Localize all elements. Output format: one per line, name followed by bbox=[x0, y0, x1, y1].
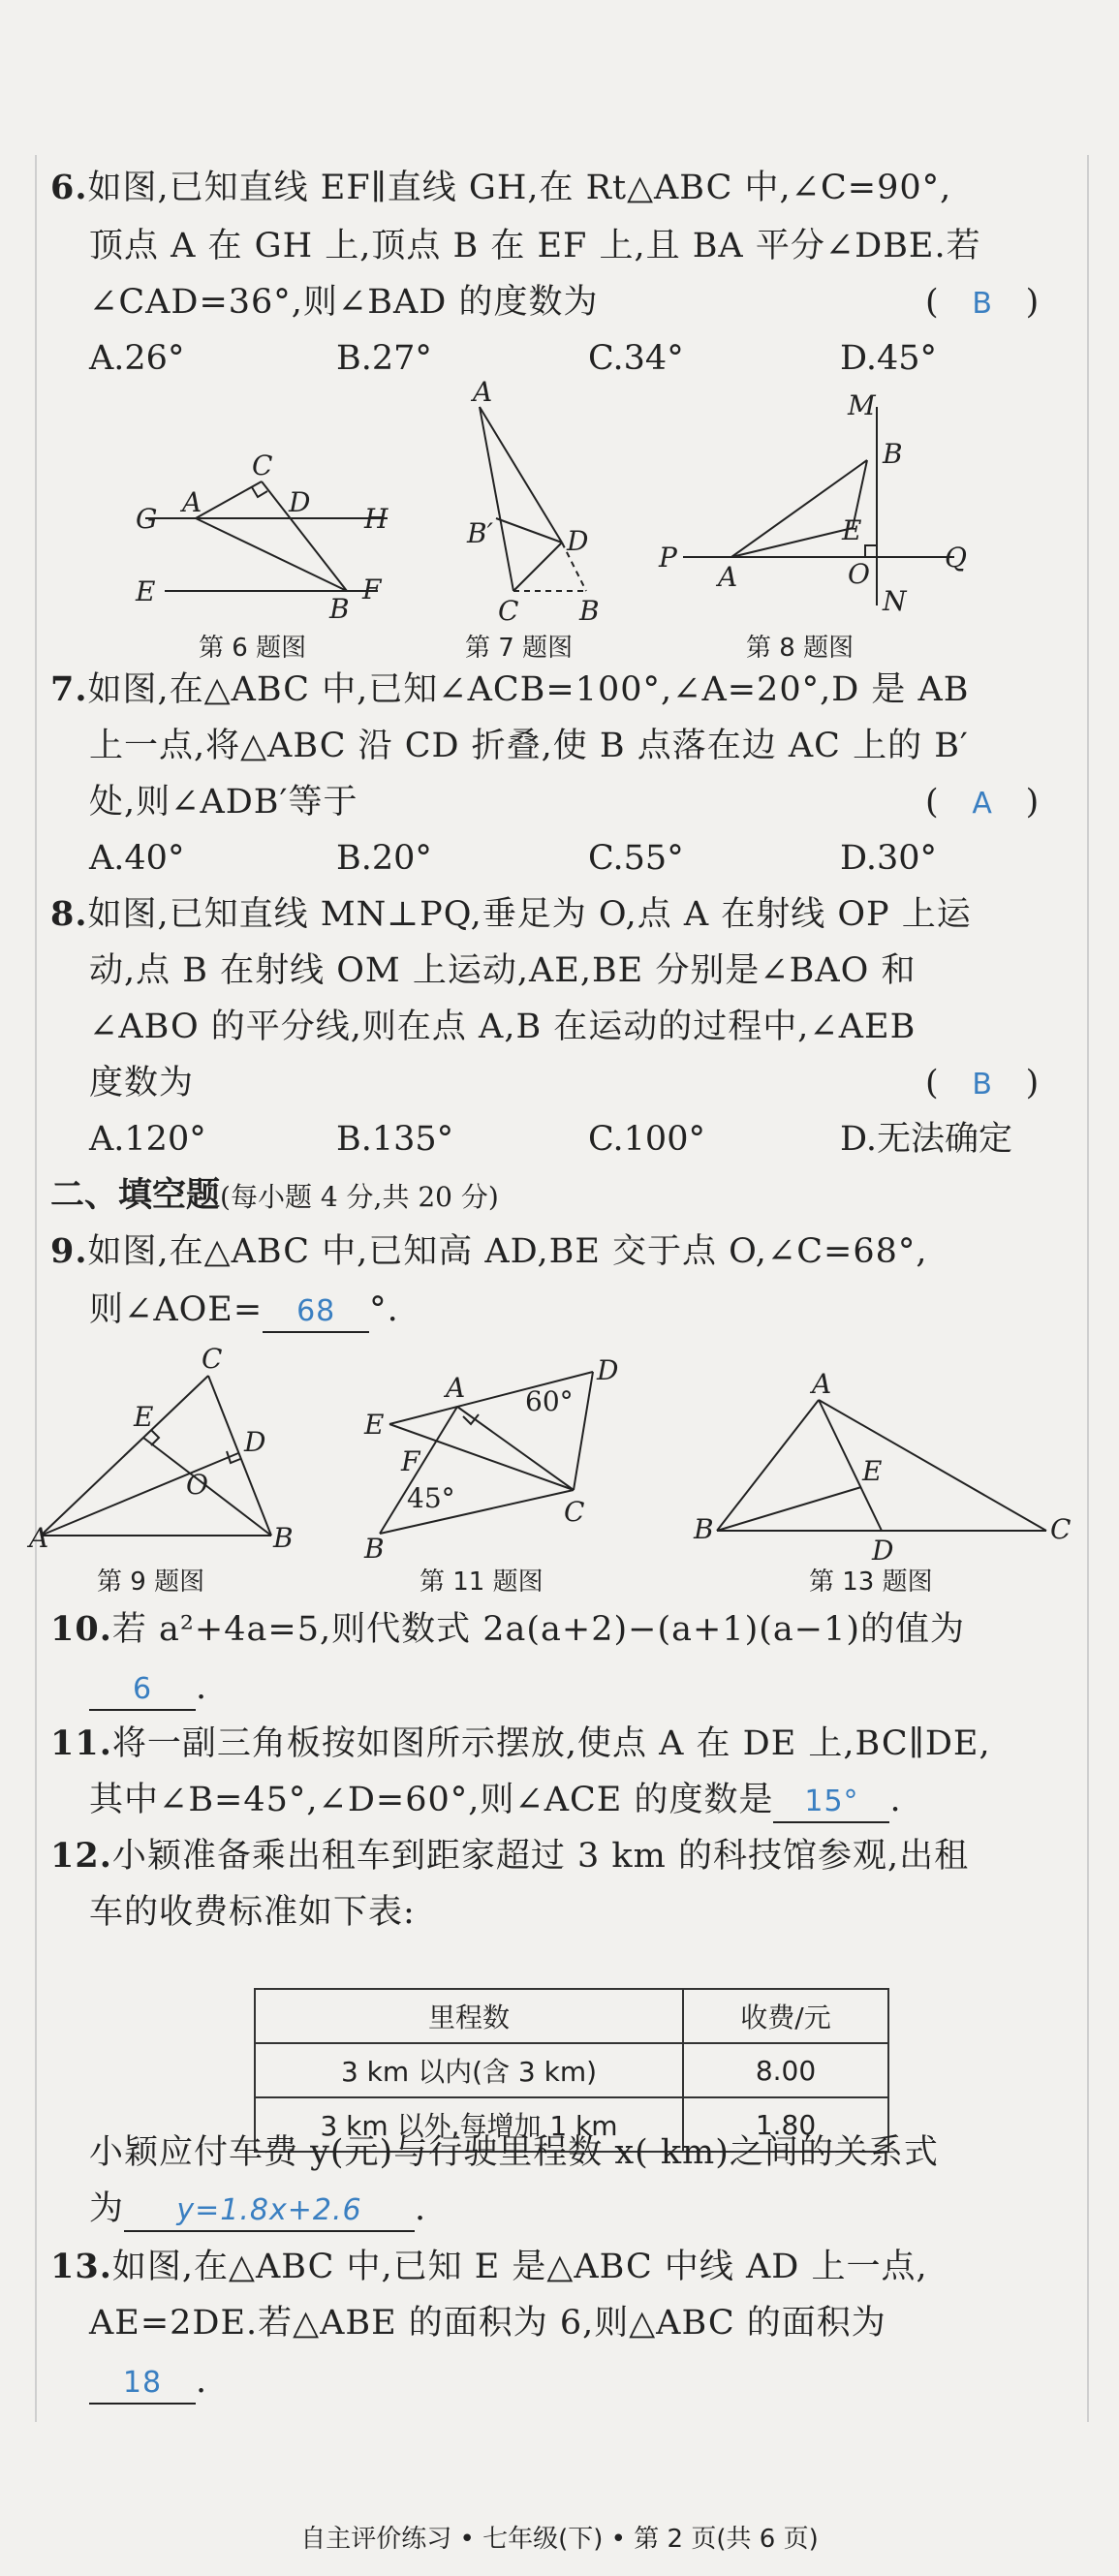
q8-answer-bracket: ( B ) bbox=[925, 1062, 1039, 1106]
q8-number: 8. bbox=[50, 894, 88, 934]
fig7-label-d: D bbox=[567, 525, 589, 557]
q12-line4 bbox=[89, 2188, 426, 2232]
fare-table-cell: 8.00 bbox=[683, 2043, 888, 2097]
q13-number: 13. bbox=[50, 2247, 112, 2286]
q11-text-end: . bbox=[889, 1781, 902, 1819]
q12-line2: 车的收费标准如下表: bbox=[89, 1893, 416, 1932]
fig13-label-e: E bbox=[862, 1455, 883, 1487]
q7-text1: 如图,在△ABC 中,已知∠ACB=100°,∠A=20°,D 是 AB bbox=[87, 670, 970, 709]
fig7-label-c: C bbox=[498, 595, 519, 627]
q10-text-end: . bbox=[196, 1668, 208, 1707]
q12-answer: y=1.8x+2.6 bbox=[124, 2191, 415, 2232]
q13-text-end: . bbox=[196, 2362, 208, 2401]
q9-text2: 则∠AOE= bbox=[89, 1290, 264, 1329]
fare-table-cell: 3 km 以内(含 3 km) bbox=[255, 2043, 683, 2097]
q8-line1 bbox=[50, 893, 972, 936]
fig11-caption: 第 11 题图 bbox=[420, 1567, 544, 1597]
fig7-segment-cd bbox=[513, 543, 562, 591]
q8-option-a: A.120° bbox=[89, 1120, 206, 1159]
figure-8 bbox=[654, 388, 983, 625]
q8-option-c: C.100° bbox=[588, 1120, 705, 1159]
q7-number: 7. bbox=[50, 669, 88, 709]
q6-line1 bbox=[50, 167, 951, 209]
fig6-label-d: D bbox=[289, 486, 311, 518]
q13-line2: AE=2DE.若△ABE 的面积为 6,则△ABC 的面积为 bbox=[89, 2304, 886, 2343]
fig8-label-o: O bbox=[848, 558, 870, 590]
q11-number: 11. bbox=[50, 1723, 112, 1763]
q11-text1: 将一副三角板按如图所示摆放,使点 A 在 DE 上,BC∥DE, bbox=[111, 1724, 991, 1763]
fare-table-cell: 3 km 以外,每增加 1 km bbox=[255, 2097, 683, 2152]
q12-text1: 小颖准备乘出租车到距家超过 3 km 的科技馆参观,出租 bbox=[111, 1837, 970, 1876]
q7-line1 bbox=[50, 668, 970, 711]
fig6-side-ac bbox=[196, 481, 262, 518]
q13-answer: 18 bbox=[89, 2364, 196, 2405]
q9-answer: 68 bbox=[263, 1292, 369, 1333]
q12-line1 bbox=[50, 1835, 969, 1878]
fare-table-header-distance: 里程数 bbox=[255, 1989, 683, 2043]
q9-number: 9. bbox=[50, 1231, 88, 1271]
fig9-label-a: A bbox=[29, 1522, 49, 1554]
figure-6 bbox=[126, 436, 407, 625]
q6-option-a: A.26° bbox=[89, 339, 185, 378]
q10-answer: 6 bbox=[89, 1670, 196, 1711]
fig8-label-m: M bbox=[848, 389, 876, 421]
fig13-label-d: D bbox=[872, 1535, 894, 1567]
fig13-side-ab bbox=[717, 1400, 819, 1531]
fig7-label-b: B bbox=[579, 595, 600, 627]
q11-text2: 其中∠B=45°,∠D=60°,则∠ACE 的度数是 bbox=[89, 1781, 774, 1819]
q6-number: 6. bbox=[50, 168, 88, 207]
q9-text2-end: °. bbox=[369, 1290, 399, 1329]
fig6-label-e: E bbox=[136, 575, 156, 607]
q6-option-c: C.34° bbox=[588, 339, 684, 378]
q6-line2: 顶点 A 在 GH 上,顶点 B 在 EF 上,且 BA 平分∠DBE.若 bbox=[89, 227, 981, 265]
fig8-right-angle bbox=[865, 545, 877, 557]
left-margin-line bbox=[35, 155, 37, 2422]
q8-text1: 如图,已知直线 MN⊥PQ,垂足为 O,点 A 在射线 OP 上运 bbox=[87, 895, 972, 934]
fig7-label-b-prime: B′ bbox=[467, 517, 493, 549]
q7-option-c: C.55° bbox=[588, 839, 684, 878]
fig7-caption: 第 7 题图 bbox=[465, 634, 574, 663]
fig13-caption: 第 13 题图 bbox=[809, 1567, 933, 1597]
fig6-right-angle bbox=[252, 487, 267, 497]
fig8-label-e: E bbox=[842, 514, 862, 546]
fig6-label-b: B bbox=[329, 593, 350, 625]
q10-line2 bbox=[89, 1666, 207, 1711]
fig8-label-n: N bbox=[883, 585, 907, 617]
q8-option-b: B.135° bbox=[336, 1120, 454, 1159]
fig11-label-c: C bbox=[564, 1496, 585, 1528]
q7-option-a: A.40° bbox=[89, 839, 185, 878]
figure-11 bbox=[360, 1354, 622, 1565]
q12-number: 12. bbox=[50, 1836, 112, 1876]
q6-answer-bracket: ( B ) bbox=[925, 281, 1039, 326]
q11-answer: 15° bbox=[773, 1783, 889, 1823]
fig8-segment-ae bbox=[731, 528, 853, 557]
right-margin-line bbox=[1087, 155, 1089, 2422]
q7-answer: A bbox=[972, 787, 992, 821]
figure-7 bbox=[455, 376, 610, 630]
fig8-caption: 第 8 题图 bbox=[746, 634, 855, 663]
fare-table-header-row bbox=[255, 1989, 888, 2043]
fig9-altitude-ad bbox=[41, 1453, 238, 1536]
figure-13 bbox=[688, 1368, 1075, 1567]
fare-table-cell: 1.80 bbox=[683, 2097, 888, 2152]
fig13-label-b: B bbox=[694, 1513, 714, 1545]
q10-line1 bbox=[50, 1608, 965, 1651]
fig6-label-h: H bbox=[364, 503, 389, 535]
q11-line1 bbox=[50, 1723, 991, 1765]
q13-text1: 如图,在△ABC 中,已知 E 是△ABC 中线 AD 上一点, bbox=[111, 2248, 928, 2286]
fig8-label-q: Q bbox=[945, 542, 967, 574]
q7-option-d: D.30° bbox=[840, 839, 937, 878]
fare-table bbox=[254, 1988, 889, 2153]
q7-option-b: B.20° bbox=[336, 839, 432, 878]
fig9-label-o: O bbox=[186, 1469, 208, 1501]
q8-line2: 动,点 B 在射线 OM 上运动,AE,BE 分别是∠BAO 和 bbox=[89, 951, 917, 990]
q12-text-end: . bbox=[415, 2189, 427, 2228]
q7-line3: 处,则∠ADB′等于 bbox=[89, 783, 358, 822]
section2-title: 二、填空题 bbox=[50, 1176, 221, 1215]
q6-option-d: D.45° bbox=[840, 339, 937, 378]
fig8-label-p: P bbox=[659, 542, 677, 574]
fig9-label-e: E bbox=[134, 1401, 154, 1433]
q12-line3: 小颖应付车费 y(元)与行驶里程数 x( km)之间的关系式 bbox=[89, 2133, 939, 2172]
fig11-side-dc bbox=[574, 1372, 593, 1490]
fig11-label-e: E bbox=[364, 1409, 385, 1441]
table-row bbox=[255, 2043, 888, 2097]
fig6-label-g: G bbox=[136, 503, 158, 535]
q9-text1: 如图,在△ABC 中,已知高 AD,BE 交于点 O,∠C=68°, bbox=[87, 1232, 928, 1271]
fig8-label-b: B bbox=[883, 438, 903, 470]
fig9-side-ac bbox=[41, 1376, 208, 1536]
q9-line2 bbox=[89, 1288, 399, 1333]
fig11-label-angle60: 60° bbox=[525, 1385, 574, 1417]
fare-table-header-fee: 收费/元 bbox=[683, 1989, 888, 2043]
q6-option-b: B.27° bbox=[336, 339, 432, 378]
figure-9 bbox=[29, 1343, 310, 1554]
fig9-label-c: C bbox=[202, 1343, 223, 1375]
fig6-label-f: F bbox=[362, 574, 382, 605]
fig9-caption: 第 9 题图 bbox=[97, 1567, 205, 1597]
fig11-label-b: B bbox=[364, 1533, 385, 1565]
fig11-label-d: D bbox=[597, 1354, 619, 1386]
q13-line3 bbox=[89, 2360, 207, 2405]
fig6-caption: 第 6 题图 bbox=[199, 634, 307, 663]
q6-answer: B bbox=[972, 287, 992, 321]
q9-line1 bbox=[50, 1230, 928, 1273]
page-footer: 自主评价练习 • 七年级(下) • 第 2 页(共 6 页) bbox=[300, 2525, 819, 2554]
q12-text4: 为 bbox=[89, 2189, 125, 2228]
fig11-label-a: A bbox=[446, 1372, 466, 1404]
q8-line4: 度数为 bbox=[89, 1064, 195, 1102]
q7-answer-bracket: ( A ) bbox=[925, 781, 1039, 825]
section-fill-in-title bbox=[50, 1174, 499, 1219]
fig11-label-angle45: 45° bbox=[407, 1482, 455, 1514]
q8-line3: ∠ABO 的平分线,则在点 A,B 在运动的过程中,∠AEB bbox=[89, 1008, 917, 1046]
fig7-label-a: A bbox=[473, 376, 493, 408]
fig13-label-c: C bbox=[1050, 1513, 1072, 1545]
q8-answer: B bbox=[972, 1068, 992, 1102]
fig7-segment-bd bbox=[496, 518, 562, 543]
q8-option-d: D.无法确定 bbox=[840, 1120, 1012, 1159]
fig11-label-f: F bbox=[401, 1445, 420, 1477]
q11-line2 bbox=[89, 1779, 902, 1823]
q10-text1: 若 a²+4a=5,则代数式 2a(a+2)−(a+1)(a−1)的值为 bbox=[111, 1610, 966, 1649]
fig13-segment-be bbox=[717, 1487, 861, 1531]
fig6-side-ab bbox=[196, 518, 347, 591]
fig6-label-a: A bbox=[182, 486, 202, 518]
fig9-label-d: D bbox=[244, 1426, 266, 1458]
fig13-side-ac bbox=[819, 1400, 1046, 1531]
q6-line3: ∠CAD=36°,则∠BAD 的度数为 bbox=[89, 283, 599, 322]
q6-text1: 如图,已知直线 EF∥直线 GH,在 Rt△ABC 中,∠C=90°, bbox=[87, 169, 952, 207]
q7-line2: 上一点,将△ABC 沿 CD 折叠,使 B 点落在边 AC 上的 B′ bbox=[89, 727, 969, 765]
fig9-label-b: B bbox=[273, 1522, 294, 1554]
fig6-label-c: C bbox=[252, 450, 273, 481]
section2-note: (每小题 4 分,共 20 分) bbox=[220, 1181, 499, 1213]
fig13-label-a: A bbox=[812, 1368, 832, 1400]
q13-line1 bbox=[50, 2246, 928, 2288]
q10-number: 10. bbox=[50, 1609, 112, 1649]
fig8-label-a: A bbox=[718, 561, 738, 593]
